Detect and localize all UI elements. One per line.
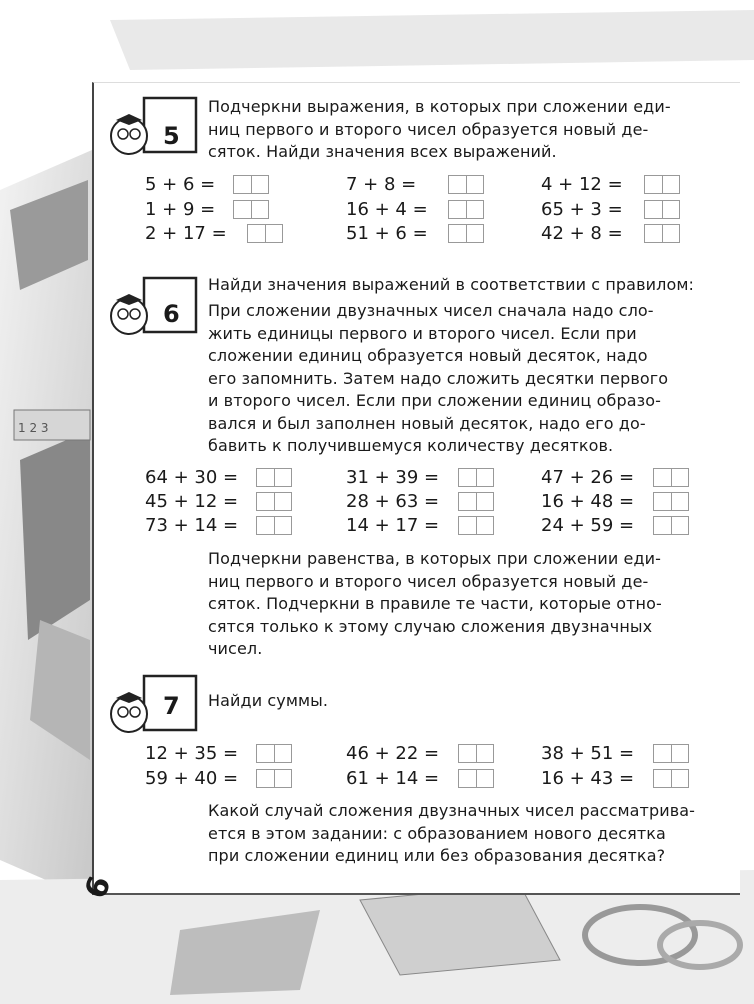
- expression: 16 + 43 =: [541, 768, 635, 789]
- task-6-instruction: [208, 274, 698, 297]
- answer-box[interactable]: [256, 769, 292, 788]
- answer-box[interactable]: [256, 516, 292, 535]
- expression: 16 + 48 =: [541, 491, 635, 512]
- expression: 14 + 17 =: [346, 515, 440, 536]
- task-badge-6: [104, 272, 204, 342]
- task-badge-5: [104, 92, 204, 162]
- answer-box[interactable]: [256, 744, 292, 763]
- expression: 28 + 63 =: [346, 491, 440, 512]
- expression: 7 + 8 =: [346, 174, 417, 195]
- text-line: Найди суммы.: [208, 691, 329, 710]
- text-line: При сложении двузначных чисел сначала надо сло-: [208, 301, 654, 320]
- answer-box[interactable]: [448, 175, 484, 194]
- answer-box[interactable]: [458, 492, 494, 511]
- task-number-7: 7: [163, 692, 180, 720]
- answer-box[interactable]: [653, 516, 689, 535]
- text-line: бавить к получившемуся количеству десятков.: [208, 436, 614, 455]
- text-line: сяток. Подчеркни в правиле те части, которые отно-: [208, 594, 662, 613]
- expression: 64 + 30 =: [145, 467, 239, 488]
- answer-box[interactable]: [458, 468, 494, 487]
- text-line: Найди значения выражений в соответствии с правилом:: [208, 275, 694, 294]
- expression: 16 + 4 =: [346, 199, 428, 220]
- expression: 45 + 12 =: [145, 491, 239, 512]
- expression: 24 + 59 =: [541, 515, 635, 536]
- expression: 5 + 6 =: [145, 174, 216, 195]
- answer-box[interactable]: [653, 744, 689, 763]
- task-number-5: 5: [163, 122, 180, 150]
- expression: 46 + 22 =: [346, 743, 440, 764]
- text-line: жить единицы первого и второго чисел. Если при: [208, 323, 637, 343]
- expression: 2 + 17 =: [145, 223, 227, 244]
- answer-box[interactable]: [458, 769, 494, 788]
- task-6-followup: [208, 548, 688, 661]
- answer-box[interactable]: [644, 175, 680, 194]
- task-6-rule: [208, 300, 688, 458]
- text-line: его запомнить. Затем надо сложить десятки первого: [208, 368, 669, 388]
- expression: 31 + 39 =: [346, 467, 440, 488]
- answer-box[interactable]: [653, 468, 689, 487]
- text-line: Подчеркни выражения, в которых при сложении еди-: [208, 97, 671, 116]
- text-line: ется в этом задании: с образованием нового десятка: [208, 823, 666, 843]
- text-line: и второго чисел. Если при сложении единиц образо-: [208, 391, 662, 410]
- top-shadow-strip: [110, 10, 754, 70]
- text-line: сяток. Найди значения всех выражений.: [208, 142, 557, 161]
- task-5-instruction: [208, 96, 688, 164]
- expression: 38 + 51 =: [541, 743, 635, 764]
- expression: 65 + 3 =: [541, 199, 623, 220]
- expression: 42 + 8 =: [541, 223, 623, 244]
- expression: 61 + 14 =: [346, 768, 440, 789]
- text-line: сятся только к этому случаю сложения двузначных: [208, 616, 653, 636]
- text-line: чисел.: [208, 639, 263, 658]
- expression: 1 + 9 =: [145, 199, 216, 220]
- answer-box[interactable]: [653, 769, 689, 788]
- answer-box[interactable]: [233, 175, 269, 194]
- expression: 51 + 6 =: [346, 223, 428, 244]
- answer-box[interactable]: [256, 492, 292, 511]
- text-line: вался и был заполнен новый десяток, надо его до-: [208, 413, 646, 433]
- task-badge-7: [104, 670, 204, 740]
- text-line: Какой случай сложения двузначных чисел рассматрива-: [208, 801, 696, 820]
- expression: 12 + 35 =: [145, 743, 239, 764]
- expression: 59 + 40 =: [145, 768, 239, 789]
- task-number-6: 6: [163, 300, 180, 328]
- answer-box[interactable]: [644, 224, 680, 243]
- answer-box[interactable]: [653, 492, 689, 511]
- expression: 47 + 26 =: [541, 467, 635, 488]
- text-line: ниц первого и второго чисел образуется новый де-: [208, 119, 649, 139]
- expression: 4 + 12 =: [541, 174, 623, 195]
- answer-box[interactable]: [458, 516, 494, 535]
- text-line: ниц первого и второго чисел образуется новый де-: [208, 571, 649, 591]
- text-line: сложении единиц образуется новый десяток, надо: [208, 346, 648, 365]
- answer-box[interactable]: [448, 224, 484, 243]
- page-number: 6: [78, 871, 119, 904]
- task-7-question: [208, 800, 698, 868]
- answer-box[interactable]: [458, 744, 494, 763]
- text-line: при сложении единиц или без образования десятка?: [208, 846, 666, 865]
- answer-box[interactable]: [644, 200, 680, 219]
- answer-box[interactable]: [448, 200, 484, 219]
- expression: 73 + 14 =: [145, 515, 239, 536]
- task-7-instruction: [208, 690, 688, 713]
- svg-text:1 2 3: 1 2 3: [18, 421, 49, 435]
- text-line: Подчеркни равенства, в которых при сложении еди-: [208, 549, 661, 568]
- answer-box[interactable]: [233, 200, 269, 219]
- answer-box[interactable]: [247, 224, 283, 243]
- answer-box[interactable]: [256, 468, 292, 487]
